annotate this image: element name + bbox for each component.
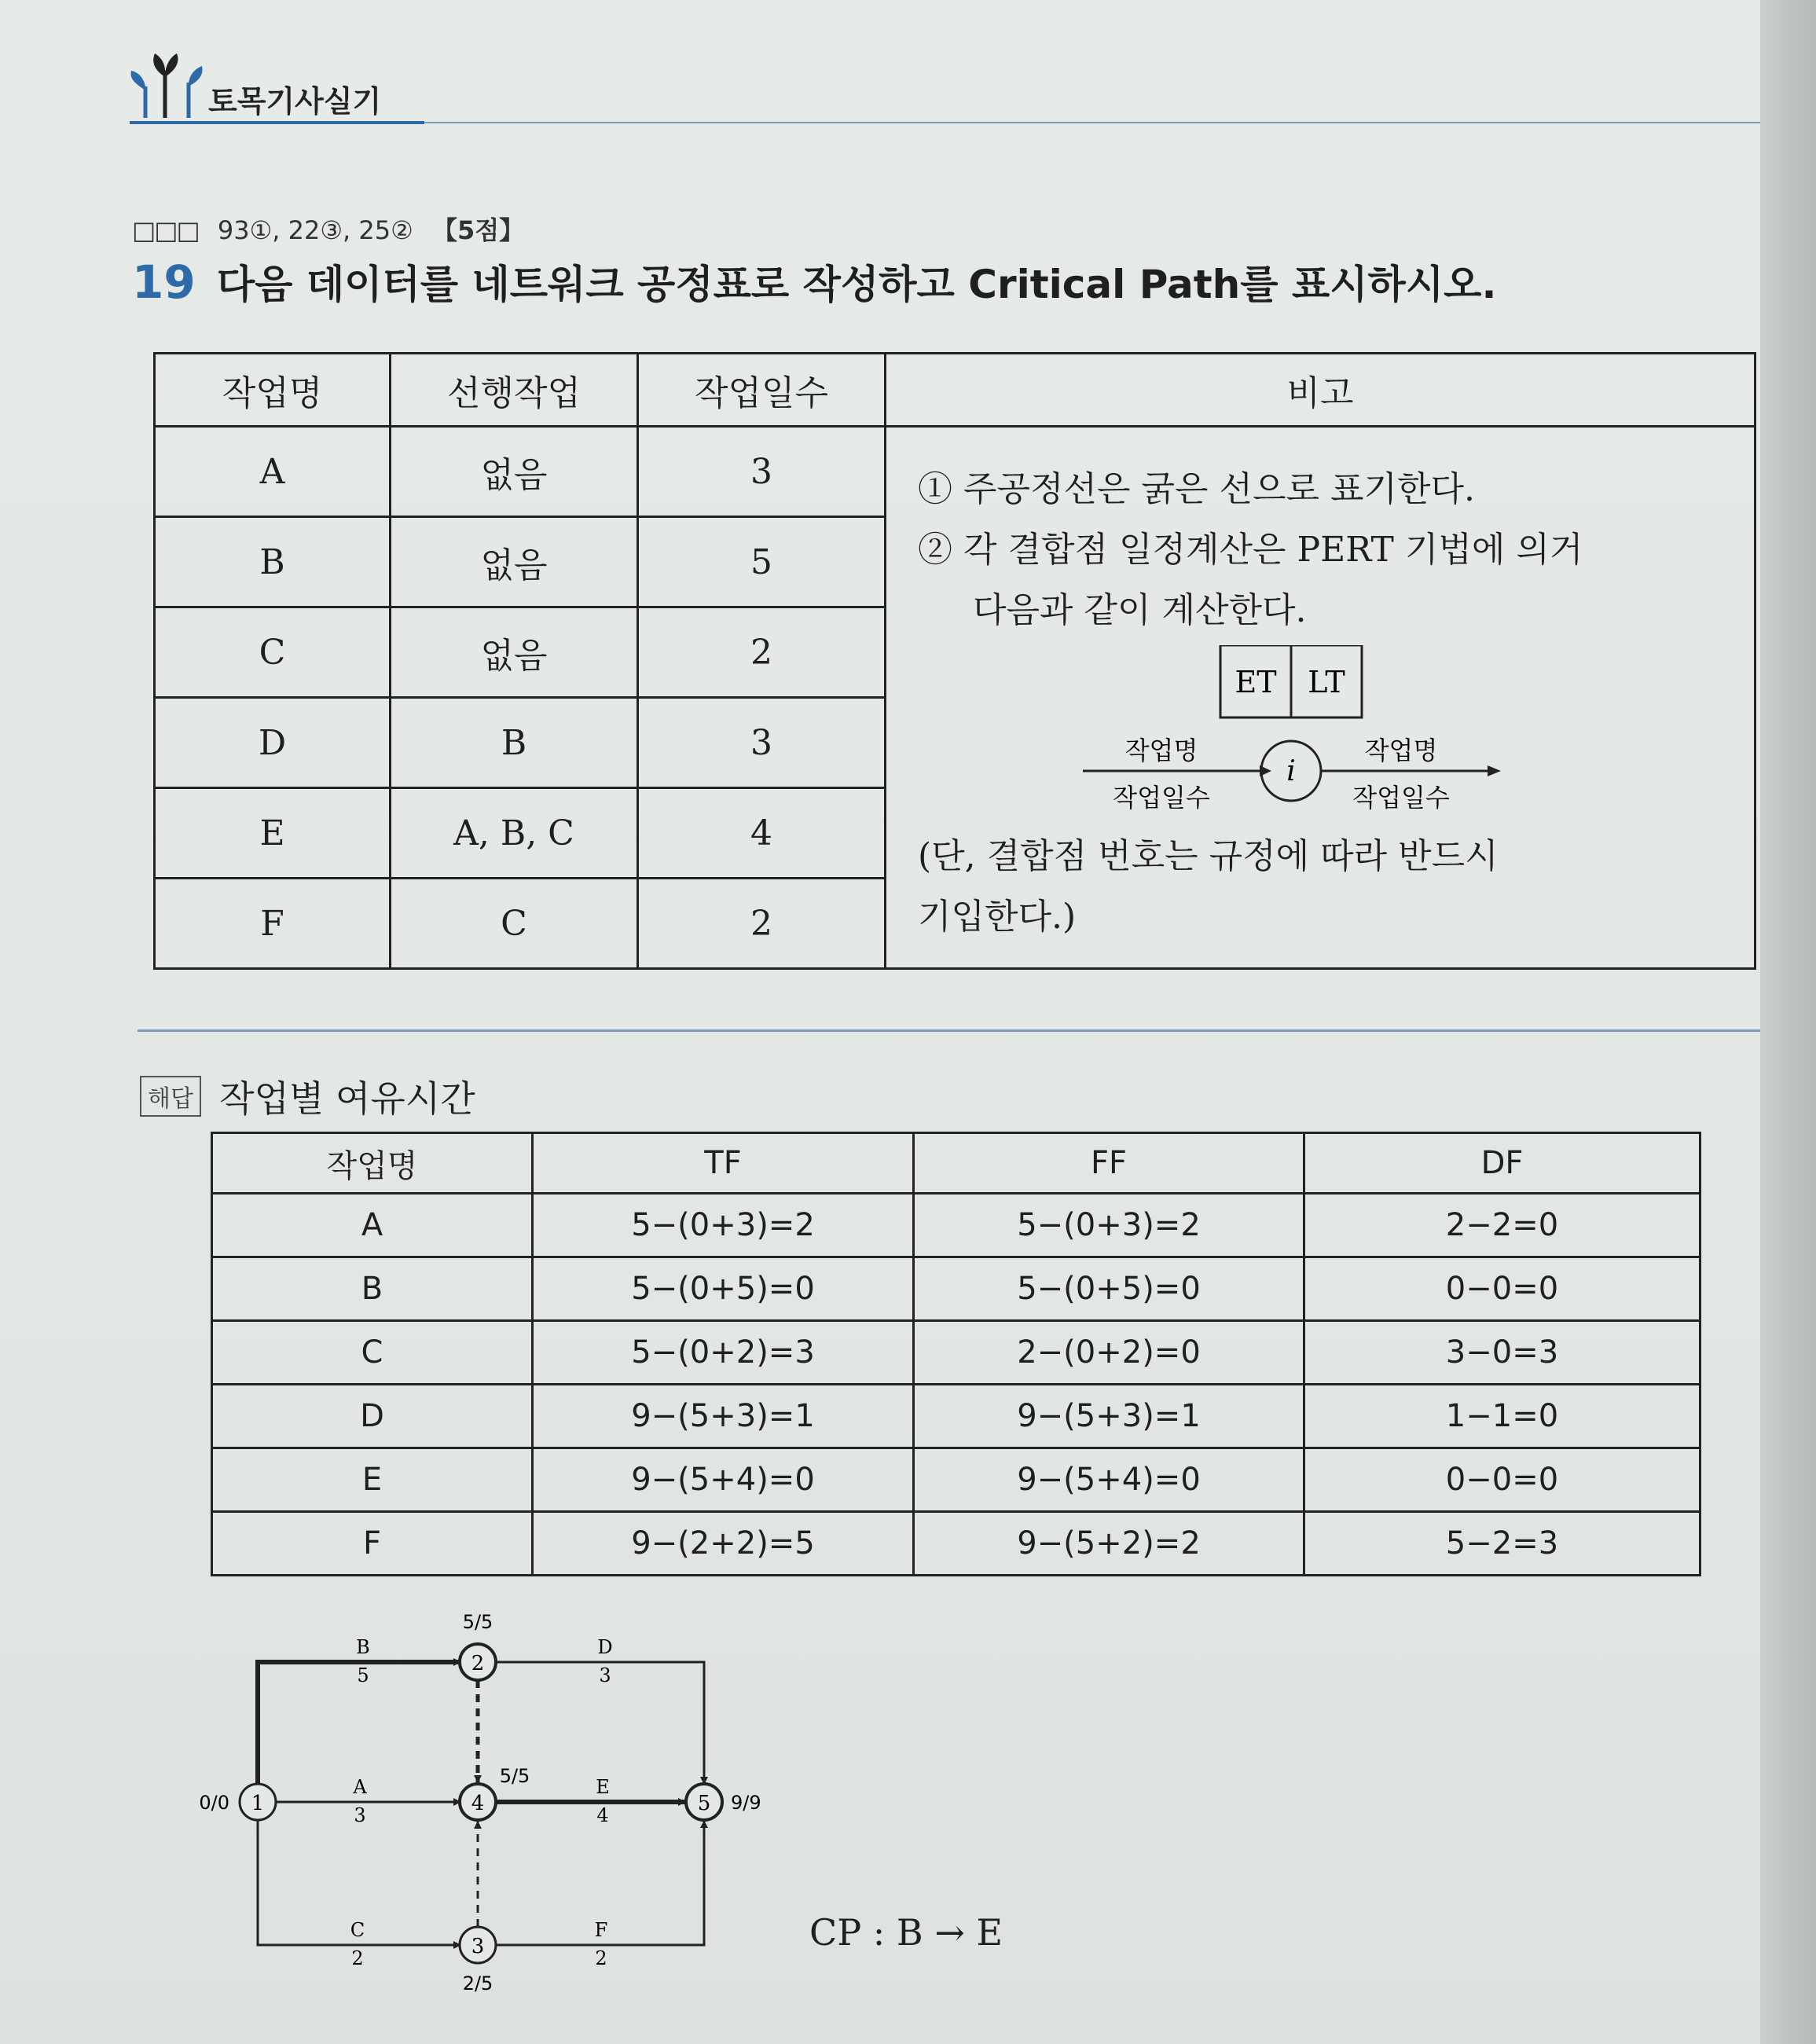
duration-cell: 3 [638, 698, 886, 788]
task-name-cell: F [212, 1512, 533, 1576]
activity-c-label: C [350, 1919, 365, 1941]
task-name-cell: D [212, 1385, 533, 1448]
tf-cell: 9−(5+4)=0 [533, 1448, 914, 1512]
node-2-times: 5/5 [462, 1611, 493, 1633]
tf-cell: 9−(2+2)=5 [533, 1512, 914, 1576]
ff-cell: 2−(0+2)=0 [914, 1321, 1304, 1385]
duration-cell: 3 [638, 427, 886, 517]
header-predecessor: 선행작업 [391, 354, 638, 427]
table-row [212, 1194, 1700, 1257]
table-row [212, 1385, 1700, 1448]
ff-cell: 9−(5+3)=1 [914, 1385, 1304, 1448]
predecessor-cell: 없음 [391, 607, 638, 698]
legend-node-i: i [1286, 755, 1296, 787]
tf-cell: 5−(0+5)=0 [533, 1257, 914, 1321]
legend-task-right: 작업명 [1364, 736, 1438, 765]
activity-c-days: 2 [351, 1947, 364, 1969]
activity-f-days: 2 [595, 1947, 607, 1969]
task-name-cell: C [155, 607, 391, 698]
duration-cell: 2 [638, 607, 886, 698]
activity-e-label: E [596, 1776, 610, 1798]
legend-task-left: 작업명 [1124, 736, 1198, 765]
question-text: 다음 데이터를 네트워크 공정표로 작성하고 Critical Path를 표시하시오. [216, 262, 1497, 307]
predecessor-cell: 없음 [391, 427, 638, 517]
activity-d-days: 3 [599, 1664, 611, 1686]
duration-cell: 5 [638, 517, 886, 607]
question-points: 【5점】 [431, 215, 525, 245]
remark-line-4: (단, 결합점 번호는 규정에 따라 반드시 [918, 836, 1499, 876]
node-4-label: 4 [471, 1792, 485, 1815]
ff-cell: 5−(0+5)=0 [914, 1257, 1304, 1321]
task-table [153, 352, 1756, 970]
activity-a-days: 3 [354, 1804, 366, 1826]
legend-et: ET [1235, 665, 1277, 699]
table-row [155, 427, 1755, 517]
df-cell: 1−1=0 [1304, 1385, 1700, 1448]
duration-cell: 2 [638, 879, 886, 969]
activity-b-days: 5 [357, 1664, 369, 1686]
node-1-label: 1 [251, 1792, 265, 1815]
df-cell: 2−2=0 [1304, 1194, 1700, 1257]
node-4-times: 5/5 [499, 1765, 530, 1787]
table-row [212, 1448, 1700, 1512]
task-name-cell: F [155, 879, 391, 969]
activity-a-label: A [353, 1776, 367, 1798]
task-name-cell: B [212, 1257, 533, 1321]
network-diagram [189, 1603, 786, 1996]
header-tf: TF [533, 1133, 914, 1194]
question-meta [132, 211, 524, 247]
remarks-cell [886, 427, 1755, 969]
task-name-cell: B [155, 517, 391, 607]
task-name-cell: E [155, 788, 391, 879]
predecessor-cell: 없음 [391, 517, 638, 607]
task-table-header [155, 354, 1755, 427]
predecessor-cell: C [391, 879, 638, 969]
df-cell: 0−0=0 [1304, 1448, 1700, 1512]
legend-days-right: 작업일수 [1352, 783, 1450, 813]
predecessor-cell: A, B, C [391, 788, 638, 879]
remark-line-1: ① 주공정선은 굵은 선으로 표기한다. [918, 469, 1475, 509]
header-remarks: 비고 [886, 354, 1755, 427]
header-rule [130, 121, 1772, 124]
answer-title: 작업별 여유시간 [219, 1077, 475, 1120]
ff-cell: 9−(5+4)=0 [914, 1448, 1304, 1512]
header-task-name: 작업명 [155, 354, 391, 427]
node-5-times: 9/9 [731, 1792, 761, 1814]
book-title: 토목기사실기 [208, 84, 382, 119]
legend-lt: LT [1308, 665, 1345, 699]
df-cell: 5−2=3 [1304, 1512, 1700, 1576]
check-boxes[interactable]: □□□ [132, 215, 199, 245]
ff-cell: 5−(0+3)=2 [914, 1194, 1304, 1257]
answer-heading [140, 1070, 475, 1122]
task-name-cell: A [212, 1194, 533, 1257]
sprout-icon [130, 47, 204, 118]
activity-f-label: F [594, 1919, 608, 1941]
node-3-times: 2/5 [462, 1972, 493, 1994]
ff-cell: 9−(5+2)=2 [914, 1512, 1304, 1576]
task-name-cell: A [155, 427, 391, 517]
answer-tag: 해답 [140, 1076, 201, 1117]
critical-path-text: CP : B → E [809, 1911, 1003, 1954]
node-2-label: 2 [471, 1652, 485, 1675]
predecessor-cell: B [391, 698, 638, 788]
page-edge [1760, 0, 1816, 2044]
tf-cell: 5−(0+3)=2 [533, 1194, 914, 1257]
duration-cell: 4 [638, 788, 886, 879]
float-table [211, 1132, 1701, 1576]
task-name-cell: D [155, 698, 391, 788]
header-duration: 작업일수 [638, 354, 886, 427]
activity-e-days: 4 [596, 1804, 609, 1826]
tf-cell: 9−(5+3)=1 [533, 1385, 914, 1448]
question-number: 19 [132, 255, 196, 309]
df-cell: 3−0=3 [1304, 1321, 1700, 1385]
node-3-label: 3 [471, 1935, 485, 1958]
float-table-header [212, 1133, 1700, 1194]
header-task-name: 작업명 [212, 1133, 533, 1194]
task-name-cell: E [212, 1448, 533, 1512]
section-divider [138, 1029, 1788, 1032]
df-cell: 0−0=0 [1304, 1257, 1700, 1321]
header-df: DF [1304, 1133, 1700, 1194]
node-5-label: 5 [697, 1792, 711, 1815]
activity-b-label: B [356, 1636, 370, 1658]
remark-line-3: 다음과 같이 계산한다. [973, 590, 1307, 630]
activity-d-label: D [597, 1636, 613, 1658]
node-1-times: 0/0 [199, 1792, 229, 1814]
task-name-cell: C [212, 1321, 533, 1385]
header-ff: FF [914, 1133, 1304, 1194]
tf-cell: 5−(0+2)=3 [533, 1321, 914, 1385]
table-row [212, 1512, 1700, 1576]
remark-line-5: 기입한다.) [918, 897, 1077, 937]
question-line [132, 253, 1496, 310]
remark-line-2: ② 각 결합점 일정계산은 PERT 기법에 의거 [918, 530, 1583, 570]
legend-days-left: 작업일수 [1113, 783, 1210, 813]
table-row [212, 1257, 1700, 1321]
table-row [212, 1321, 1700, 1385]
exam-years: 93①, 22③, 25② [217, 215, 413, 245]
pert-node-legend-figure [1083, 645, 1523, 818]
page-header [130, 47, 1772, 134]
